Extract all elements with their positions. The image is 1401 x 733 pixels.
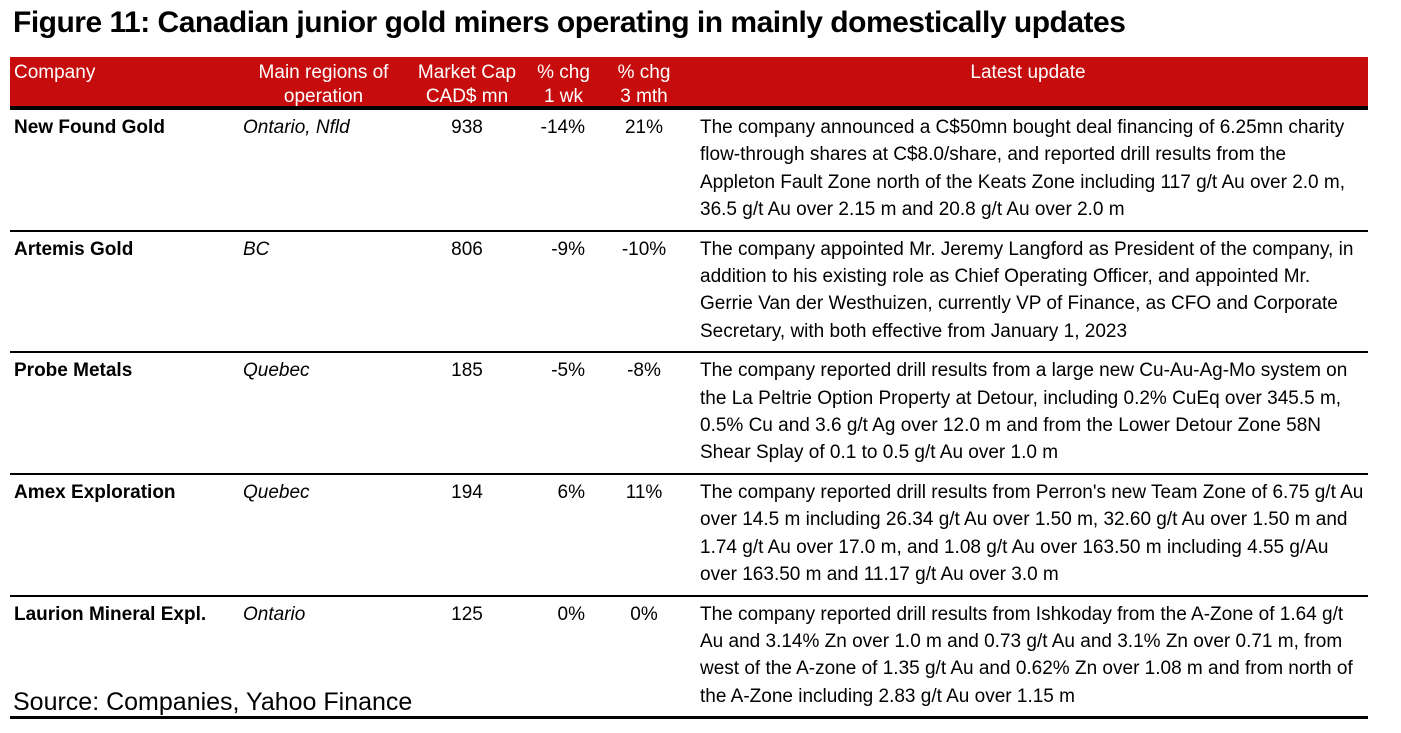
header-mktcap-line1: Market Cap — [417, 62, 517, 83]
cell-chg-3mth: -8% — [627, 360, 661, 382]
cell-chg-3mth: 11% — [625, 481, 663, 503]
cell-chg-1wk: 6% — [557, 481, 585, 503]
header-regions — [240, 61, 407, 106]
cell-company: Probe Metals — [14, 360, 133, 382]
table-row — [10, 475, 1368, 597]
cell-market-cap: 194 — [451, 481, 483, 503]
header-update-label: Latest update — [970, 62, 1086, 83]
cell-regions: Quebec — [243, 481, 310, 503]
cell-market-cap: 938 — [451, 117, 483, 138]
header-regions-line1: Main regions of — [258, 62, 389, 83]
cell-chg-1wk: -9% — [551, 238, 585, 260]
miners-table — [10, 57, 1368, 719]
cell-company: Laurion Mineral Expl. — [14, 603, 207, 625]
table-row — [10, 353, 1368, 475]
header-chg1wk-line2: 1 wk — [543, 86, 584, 107]
cell-chg-3mth: 21% — [624, 117, 664, 138]
cell-regions: BC — [243, 238, 270, 260]
cell-company: Amex Exploration — [14, 481, 176, 503]
table-header — [10, 57, 1368, 110]
header-chg3mth-line2: 3 mth — [620, 86, 668, 107]
cell-regions: Quebec — [243, 360, 310, 382]
cell-chg-1wk: -5% — [551, 360, 585, 382]
header-latest-update — [688, 61, 1368, 106]
cell-regions: Ontario, Nfld — [243, 117, 350, 138]
header-company-label: Company — [14, 62, 96, 83]
cell-market-cap: 125 — [451, 603, 483, 625]
header-market-cap — [407, 61, 527, 106]
cell-chg-1wk: 0% — [557, 603, 585, 625]
source-note: Source: Companies, Yahoo Finance — [13, 688, 413, 716]
header-regions-line2: operation — [283, 86, 364, 107]
figure-title: Figure 11: Canadian junior gold miners operating in mainly domestically updates — [13, 6, 1126, 39]
cell-chg-1wk: -14% — [540, 117, 585, 138]
header-mktcap-line2: CAD$ mn — [425, 86, 509, 107]
cell-latest-update: The company reported drill results from a large new Cu-Au-Ag-Mo system on the La Peltrie Option Property at Detour, including 0.2% CuEq over 345.5 m, 0.5% Cu and 3.6 g/t Ag over 12.0 m and from the Lower Detour Zone 58N Shear Splay of 0.1 to 0.5 g/t Au over 1.0 m — [700, 360, 1348, 464]
header-chg3mth-line1: % chg — [617, 62, 671, 83]
cell-chg-3mth: -10% — [621, 238, 667, 260]
cell-market-cap: 185 — [451, 360, 483, 382]
table-row — [10, 232, 1368, 354]
cell-latest-update: The company announced a C$50mn bought deal financing of 6.25mn charity flow-through shares at C$8.0/share, and reported drill results from the Appleton Fault Zone north of the Keats Zone including 117 g/t Au over 2.0 m, 36.5 g/t Au over 2.15 m and 20.8 g/t Au over 2.0 m — [700, 117, 1345, 221]
cell-latest-update: The company appointed Mr. Jeremy Langford as President of the company, in addition to his existing role as Chief Operating Officer, and appointed Mr. Gerrie Van der Westhuizen, currently VP of Finance, as CFO and Corporate Secretary, with both effective from January 1, 2023 — [700, 238, 1354, 342]
cell-market-cap: 806 — [451, 238, 483, 260]
header-chg-1wk — [527, 61, 600, 106]
cell-regions: Ontario — [243, 603, 306, 625]
cell-company: Artemis Gold — [14, 238, 134, 260]
header-chg1wk-line1: % chg — [537, 62, 590, 83]
cell-latest-update: The company reported drill results from Perron's new Team Zone of 6.75 g/t Au over 14.5 m including 26.34 g/t Au over 1.50 m, 32.60 g/t Au over 1.50 m and 1.74 g/t Au over 17.0 m, and 1.08 g/t Au over 163.50 m including 4.55 g/Au over 163.50 m and 11.17 g/t Au over 3.0 m — [700, 481, 1364, 586]
header-chg-3mth — [600, 61, 688, 106]
cell-company: New Found Gold — [14, 117, 165, 138]
cell-latest-update: The company reported drill results from Ishkoday from the A-Zone of 1.64 g/t Au and 3.14% Zn over 1.0 m and 0.73 g/t Au and 3.1% Zn over 0.71 m, from west of the A-zone of 1.35 g/t Au and 0.62% Zn over 1.08 m and from north of the A-Zone including 2.83 g/t Au over 1.15 m — [700, 603, 1353, 707]
cell-chg-3mth: 0% — [630, 603, 658, 625]
table-body — [10, 110, 1368, 719]
table-row — [10, 110, 1368, 232]
header-company — [10, 61, 240, 106]
